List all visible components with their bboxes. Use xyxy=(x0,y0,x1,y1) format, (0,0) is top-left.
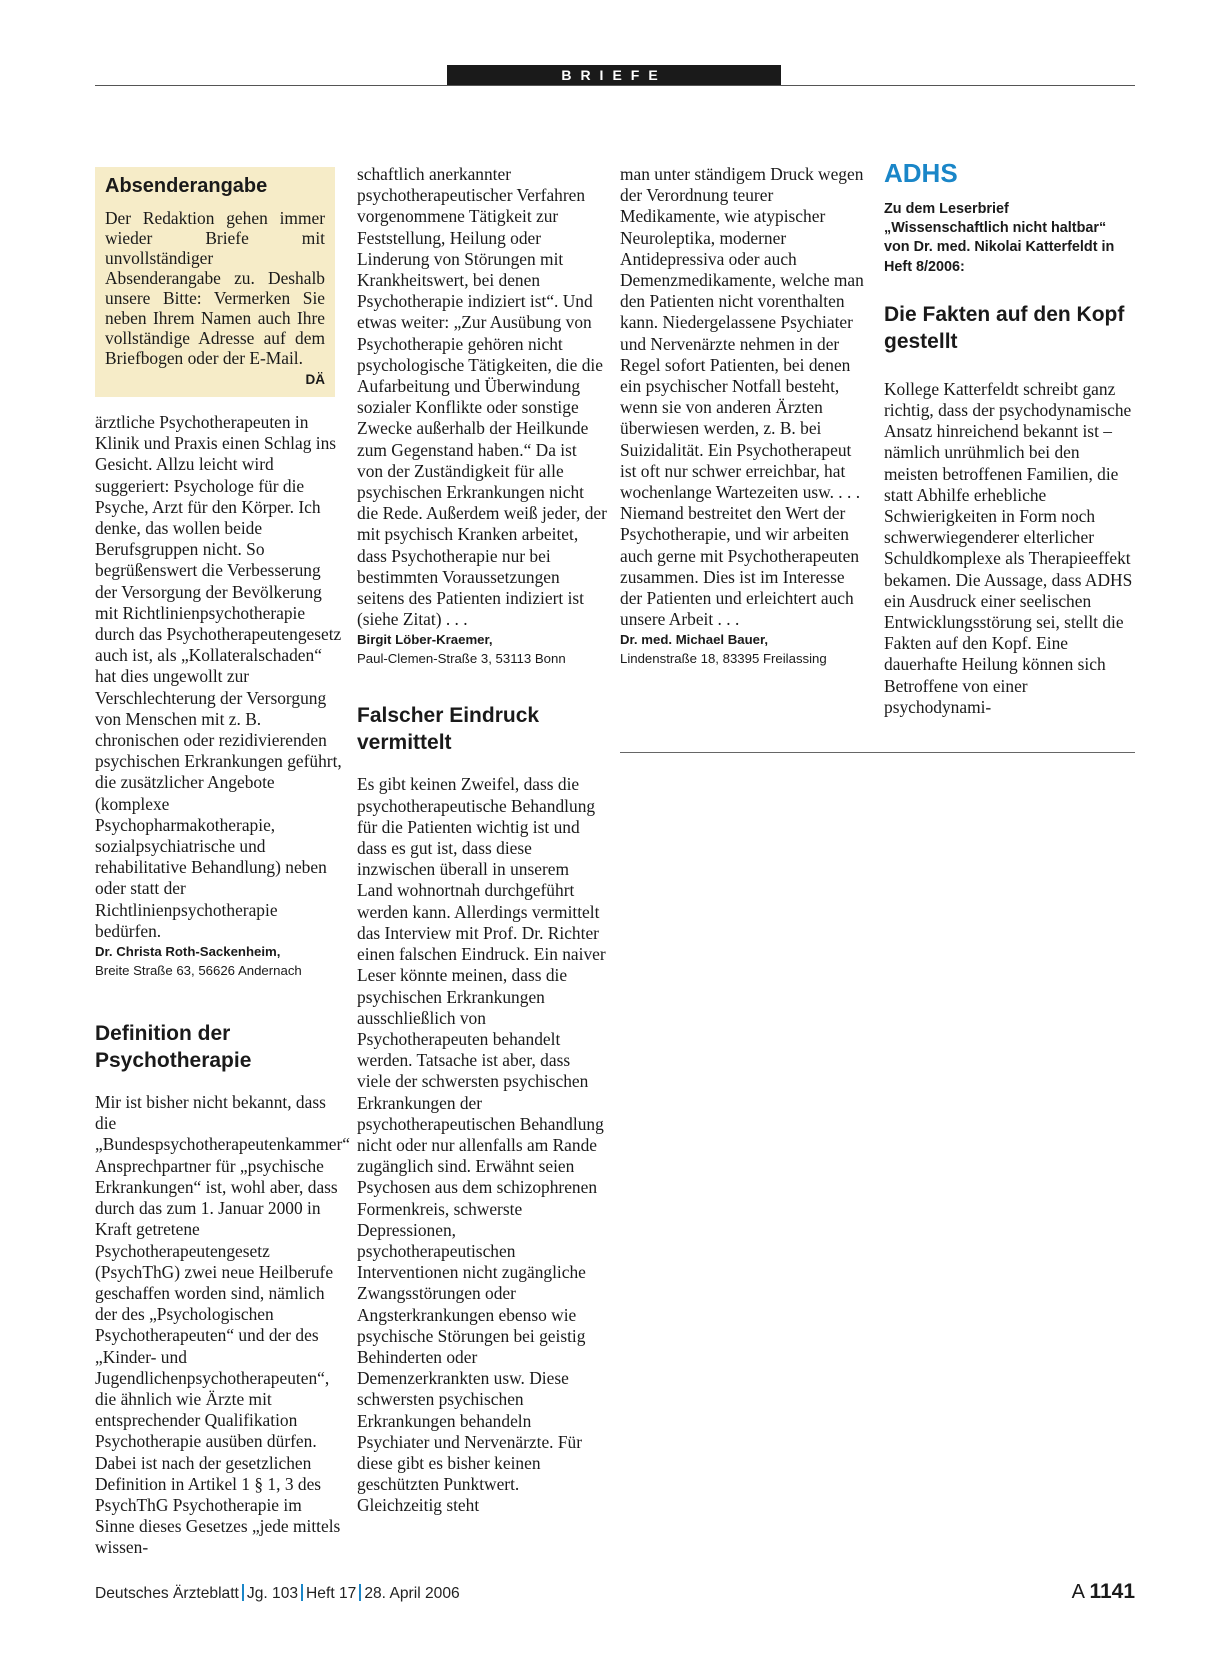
top-rule xyxy=(95,85,1135,86)
letter-roth-address: Breite Straße 63, 56626 Andernach xyxy=(95,963,302,979)
footer-separator xyxy=(242,1584,244,1601)
letter-falscher-text-3: man unter ständigem Druck wegen der Verordnung teurer Medikamente, wie atypischer Neuroleptika, moderner Antidepressiva oder auch Demenzmedikamente, welche man den Patienten nicht vorenthalten kann. Niedergelassene Psychiater und Nervenärzte nehmen in der Regel sofort Patienten, bei denen ein psychischer Notfall besteht, wenn sie von anderen Ärzten überwiesen werden, z. B. bei Suizidalität. Ein Psychotherapeut ist oft nur schwer erreichbar, hat wochenlange Wartezeiten usw. . . . Niemand bestreitet den Wert der Psychotherapie, und wir arbeiten auch gerne mit Psychotherapeuten zusammen. Dies ist im Interesse der Patienten und erleichtert auch unsere Arbeit . . . xyxy=(620,164,864,630)
column-3 xyxy=(620,164,870,668)
footer-separator xyxy=(359,1584,361,1601)
letter-falscher-author: Dr. med. Michael Bauer, xyxy=(620,632,769,648)
column-2 xyxy=(357,164,607,1517)
infobox-text: Der Redaktion gehen immer wieder Briefe mit unvollständiger Absenderangabe zu. Deshalb unsere Bitte: Vermerken Sie neben Ihrem Namen auch Ihre vollständige Adresse auf dem Briefbogen oder der E-Mail. xyxy=(105,208,325,368)
footer-separator xyxy=(301,1584,303,1601)
section-tab: BRIEFE xyxy=(447,65,781,86)
letter-adhs-heading: Die Fakten auf den Kopf gestellt xyxy=(884,302,1125,353)
letter-roth-author: Dr. Christa Roth-Sackenheim, xyxy=(95,944,281,960)
column-1 xyxy=(95,412,350,1559)
column-3-end-rule xyxy=(620,752,1135,753)
footer-volume: Jg. 103 xyxy=(246,1585,299,1602)
letter-definition-heading: Definition der Psychotherapie xyxy=(95,1022,252,1073)
column-4 xyxy=(884,156,1134,718)
letter-definition-text-1: Mir ist bisher nicht bekannt, dass die „Bundespsychotherapeutenkammer“ Ansprechpartner für „psychische Erkrankungen“ ist, wohl aber, dass durch das zum 1. Januar 2000 in Kraft getretene Psychotherapeutengesetz (PsychThG) zwei neue Heilberufe geschaffen worden sind, nämlich der des „Psychologischen Psychotherapeuten“ und der des „Kinder- und Jugendlichenpsychotherapeuten“, die ähnlich wie Ärzte mit entsprechender Qualifikation Psychotherapie ausüben dürfen. Dabei ist nach der gesetzlichen Definition in Artikel 1 § 1, 3 des PsychThG Psychotherapie im Sinne dieses Gesetzes „jede mittels wissen- xyxy=(95,1092,350,1558)
letter-adhs-context: Zu dem Leserbrief „Wissenschaftlich nicht haltbar“ von Dr. med. Nikolai Katterfeldt in Heft 8/2006: xyxy=(884,201,1115,275)
letter-adhs-text: Kollege Katterfeldt schreibt ganz richtig, dass der psychodynamische Ansatz hinreichend bekannt ist – nämlich unrühmlich bei den meisten betroffenen Familien, die statt Abhilfe erhebliche Schwierigkeiten in Form noch schwerwiegenderer elterlicher Schuldkomplexe als Therapieeffekt bekamen. Die Aussage, dass ADHS ein Ausdruck einer seelischen Entwicklungsstörung sei, stellt die Fakten auf den Kopf. Eine dauerhafte Heilung können sich Betroffene von einer psychodynami- xyxy=(884,378,1133,717)
infobox xyxy=(95,167,335,397)
footer-issue: Heft 17 xyxy=(306,1585,357,1602)
footer-journal: Deutsches Ärzteblatt xyxy=(95,1585,239,1602)
topic-title-adhs: ADHS xyxy=(884,158,958,188)
infobox-title: Absenderangabe xyxy=(105,175,268,197)
page-number xyxy=(1072,1580,1135,1604)
letter-definition-author: Birgit Löber-Kraemer, xyxy=(357,632,493,648)
page-number-value: 1141 xyxy=(1089,1580,1135,1603)
footer-date: 28. April 2006 xyxy=(364,1585,460,1602)
letter-falscher-text-2: Es gibt keinen Zweifel, dass die psychotherapeutische Behandlung für die Patienten wichtig ist und dass es gut ist, dass diese inzwischen überall in unserem Land wohnortnah durchgeführt werden kann. Allerdings vermittelt das Interview mit Prof. Dr. Richter einen falschen Eindruck. Ein naiver Leser könnte meinen, dass die psychischen Erkrankungen ausschließlich von Psychotherapeuten behandelt werden. Tatsache ist aber, dass viele der schwersten psychischen Erkrankungen der psychotherapeutischen Behandlung nicht oder nur allenfalls am Rande zugänglich sind. Erwähnt seien Psychosen aus dem schizophrenen Formenkreis, schwerste Depressionen, psychotherapeutischen Interventionen nicht zugängliche Zwangsstörungen oder Angsterkrankungen ebenso wie psychische Störungen bei geistig Behinderten oder Demenzerkrankten usw. Diese schwersten psychischen Erkrankungen behandeln Psychiater und Nervenärzte. Für diese gibt es bisher keinen geschützten Punktwert. Gleichzeitig steht xyxy=(357,774,606,1516)
letter-falscher-address: Lindenstraße 18, 83395 Freilassing xyxy=(620,651,827,667)
footer-citation xyxy=(95,1584,460,1603)
infobox-badge: DÄ xyxy=(305,372,325,387)
letter-falscher-heading: Falscher Eindruck vermittelt xyxy=(357,704,540,755)
page-prefix: A xyxy=(1071,1581,1084,1603)
letter-roth-text: ärztliche Psychotherapeuten in Klinik und Praxis einen Schlag ins Gesicht. Allzu leicht wird suggeriert: Psychologe für die Psyche, Arzt für den Körper. Ich denke, das wollen beide Berufsgruppen nicht. So begrüßenswert die Verbesserung der Versorgung der Bevölkerung mit Richtlinienpsychotherapie durch das Psychotherapeutengesetz auch ist, als „Kollateralschaden“ hat dies ungewollt zur Verschlechterung der Versorgung von Menschen mit z. B. chronischen oder rezidivierenden psychischen Erkrankungen geführt, die zusätzlicher Angebote (komplexe Psychopharmakotherapie, sozialpsychiatrische und rehabilitative Behandlung) neben oder statt der Richtlinienpsychotherapie bedürfen. xyxy=(95,412,342,941)
letter-definition-text-2: schaftlich anerkannter psychotherapeutischer Verfahren vorgenommene Tätigkeit zur Feststellung, Heilung oder Linderung von Störungen mit Krankheitswert, bei denen Psychotherapie indiziert ist“. Und etwas weiter: „Zur Ausübung von Psychotherapie gehören nicht psychologische Tätigkeiten, die die Aufarbeitung und Überwindung sozialer Konflikte oder sonstige Zwecke außerhalb der Heilkunde zum Gegenstand haben.“ Da ist von der Zuständigkeit für alle psychischen Erkrankungen nicht die Rede. Außerdem weiß jeder, der mit psychisch Kranken arbeitet, dass Psychotherapie nur bei bestimmten Voraussetzungen seitens des Patienten indiziert ist (siehe Zitat) . . . xyxy=(357,164,607,630)
letter-definition-address: Paul-Clemen-Straße 3, 53113 Bonn xyxy=(357,651,566,667)
